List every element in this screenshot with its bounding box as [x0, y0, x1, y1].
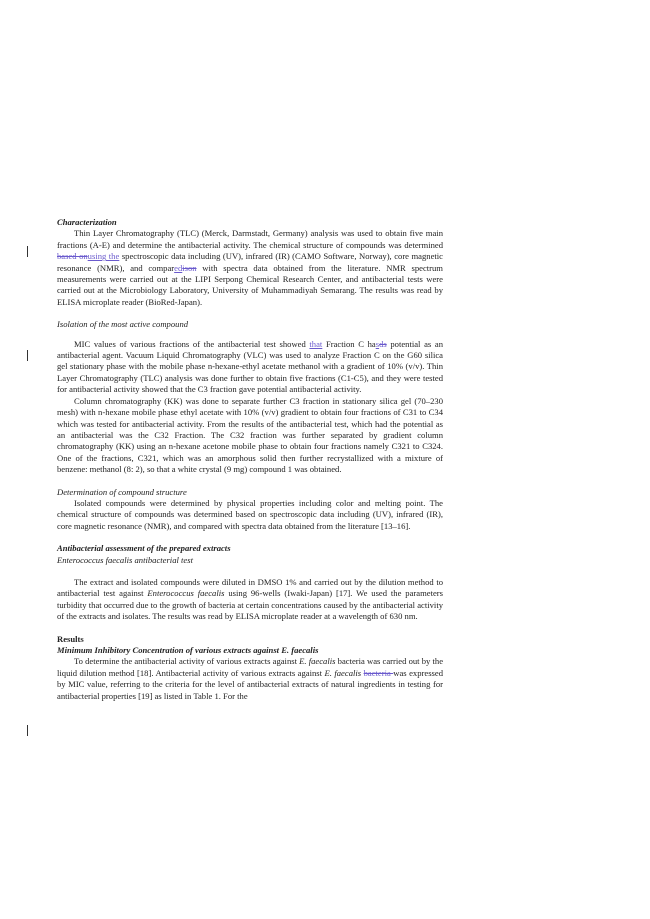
- section-heading-structure: Determination of compound structure: [57, 486, 187, 497]
- section-heading-characterization: Characterization: [57, 217, 117, 227]
- paragraph-antibacterial: [57, 577, 443, 623]
- text-run: spectroscopic data including (UV), infrared (IR) (CAMO Software, Norway), core magnetic resonance (NMR), and compar: [57, 251, 443, 273]
- species-name: Enterococcus faecalis: [147, 588, 225, 599]
- text-run: Thin Layer Chromatography (TLC) (Merck, Darmstadt, Germany) analysis was used to obtain five main fractions (A-E) and determine the antibacterial activity. The chemical structure of compounds was determined: [57, 228, 443, 250]
- tracked-deletion: ds: [379, 338, 387, 349]
- text-run: with spectra data obtained from the literature. NMR spectrum measurements were carried out at the LIPI Serpong Chemical Research Center, and antibacterial tests were carried out at the Microbiology Laboratory, University of Muhammadiyah Semarang. The results was read by ELISA microplate reader (BioRed-Japan).: [57, 262, 443, 307]
- paragraph-characterization: [57, 228, 443, 308]
- text-run: potential as an antibacterial agent. Vacuum Liquid Chromatography (VLC) was used to analyze Fraction C on the G60 silica gel stationary phase with the mobile phase n-hexane-ethyl acetate methanol with a gradient of 10% (v/v). Thin Layer Chromatography (TLC) analysis was done further to obtain five fractions (C1-C5), and they were tested for antibacterial activity showed that the C3 fraction gave potential antibacterial activity.: [57, 338, 443, 395]
- change-bar: [27, 246, 28, 257]
- paragraph-results: [57, 656, 443, 702]
- change-bar: [27, 350, 28, 361]
- text-run: Fraction C ha: [322, 338, 376, 349]
- tracked-deletion: bacteria: [363, 667, 394, 678]
- section-heading-antibacterial: Antibacterial assessment of the prepared extracts: [57, 543, 231, 554]
- change-bar: [27, 725, 28, 736]
- text-run: The extract and isolated compounds were diluted in DMSO 1% and carried out by the dilution method to antibacterial test against: [57, 576, 443, 599]
- tracked-insertion: that: [309, 338, 323, 349]
- tracked-deletion: based on: [57, 251, 88, 262]
- tracked-insertion: using the: [87, 251, 120, 262]
- tracked-insertion: s: [375, 338, 380, 349]
- subheading-antibacterial-test: Enterococcus faecalis antibacterial test: [57, 554, 193, 565]
- paragraph-isolation-1: [57, 339, 443, 396]
- text-run: MIC values of various fractions of the antibacterial test showed: [74, 338, 310, 349]
- species-name: E. faecalis: [299, 656, 336, 667]
- tracked-deletion: ison: [182, 262, 197, 273]
- text-run: was expressed by MIC value, referring to the criteria for the level of antibacterial extracts of natural ingredients in testing for antibacterial properties [19] as listed in Table 1. For the: [57, 667, 443, 701]
- text-run: To determine the antibacterial activity of various extracts against: [74, 656, 300, 667]
- text-run: bacteria was carried out by the liquid dilution method [18]. Antibacterial activity of various extracts against: [57, 656, 444, 678]
- paragraph-structure: Isolated compounds were determined by physical properties including color and melting point. The chemical structure of compounds was determined based on spectroscopic data including (UV), infrared (IR), core magnetic resonance (NMR), and compared with spectra data obtained from the literature [13–16].: [57, 497, 443, 531]
- species-name: E. faecalis: [324, 667, 362, 678]
- subheading-mic: Minimum Inhibitory Concentration of various extracts against E. faecalis: [57, 645, 319, 655]
- tracked-insertion: ed: [174, 262, 183, 273]
- section-heading-isolation: Isolation of the most active compound: [57, 319, 189, 330]
- document-page: [57, 217, 443, 702]
- section-heading-results: Results: [57, 633, 84, 644]
- text-run: using 96-wells (Iwaki-Japan) [17]. We used the parameters turbidity that occurred due to the growth of bacteria at certain concentrations caused by the antibacterial activity of the extracts and isolates. The results was read by ELISA microplate reader at a wavelength of 630 nm.: [57, 588, 443, 622]
- paragraph-isolation-2: Column chromatography (KK) was done to separate further C3 fraction in stationary silica gel (70–230 mesh) with n-hexane mobile phase ethyl acetate with 10% (v/v) gradient to obtain four fractions of C31 to C34 which was tested for antibacterial activity. From the results of the antibacterial test, which had the potential as an antibacterial was the C32 Fraction. The C32 fraction was further separated by gradient column chromatography (KK) using an n-hexane acetone mobile phase to obtain four fractions namely C321 to C324. One of the fractions, C321, which was an amorphous solid then further recrystallized with a mixture of benzene: methanol (8: 2), so that a white crystal (9 mg) compound 1 was obtained.: [57, 395, 443, 475]
